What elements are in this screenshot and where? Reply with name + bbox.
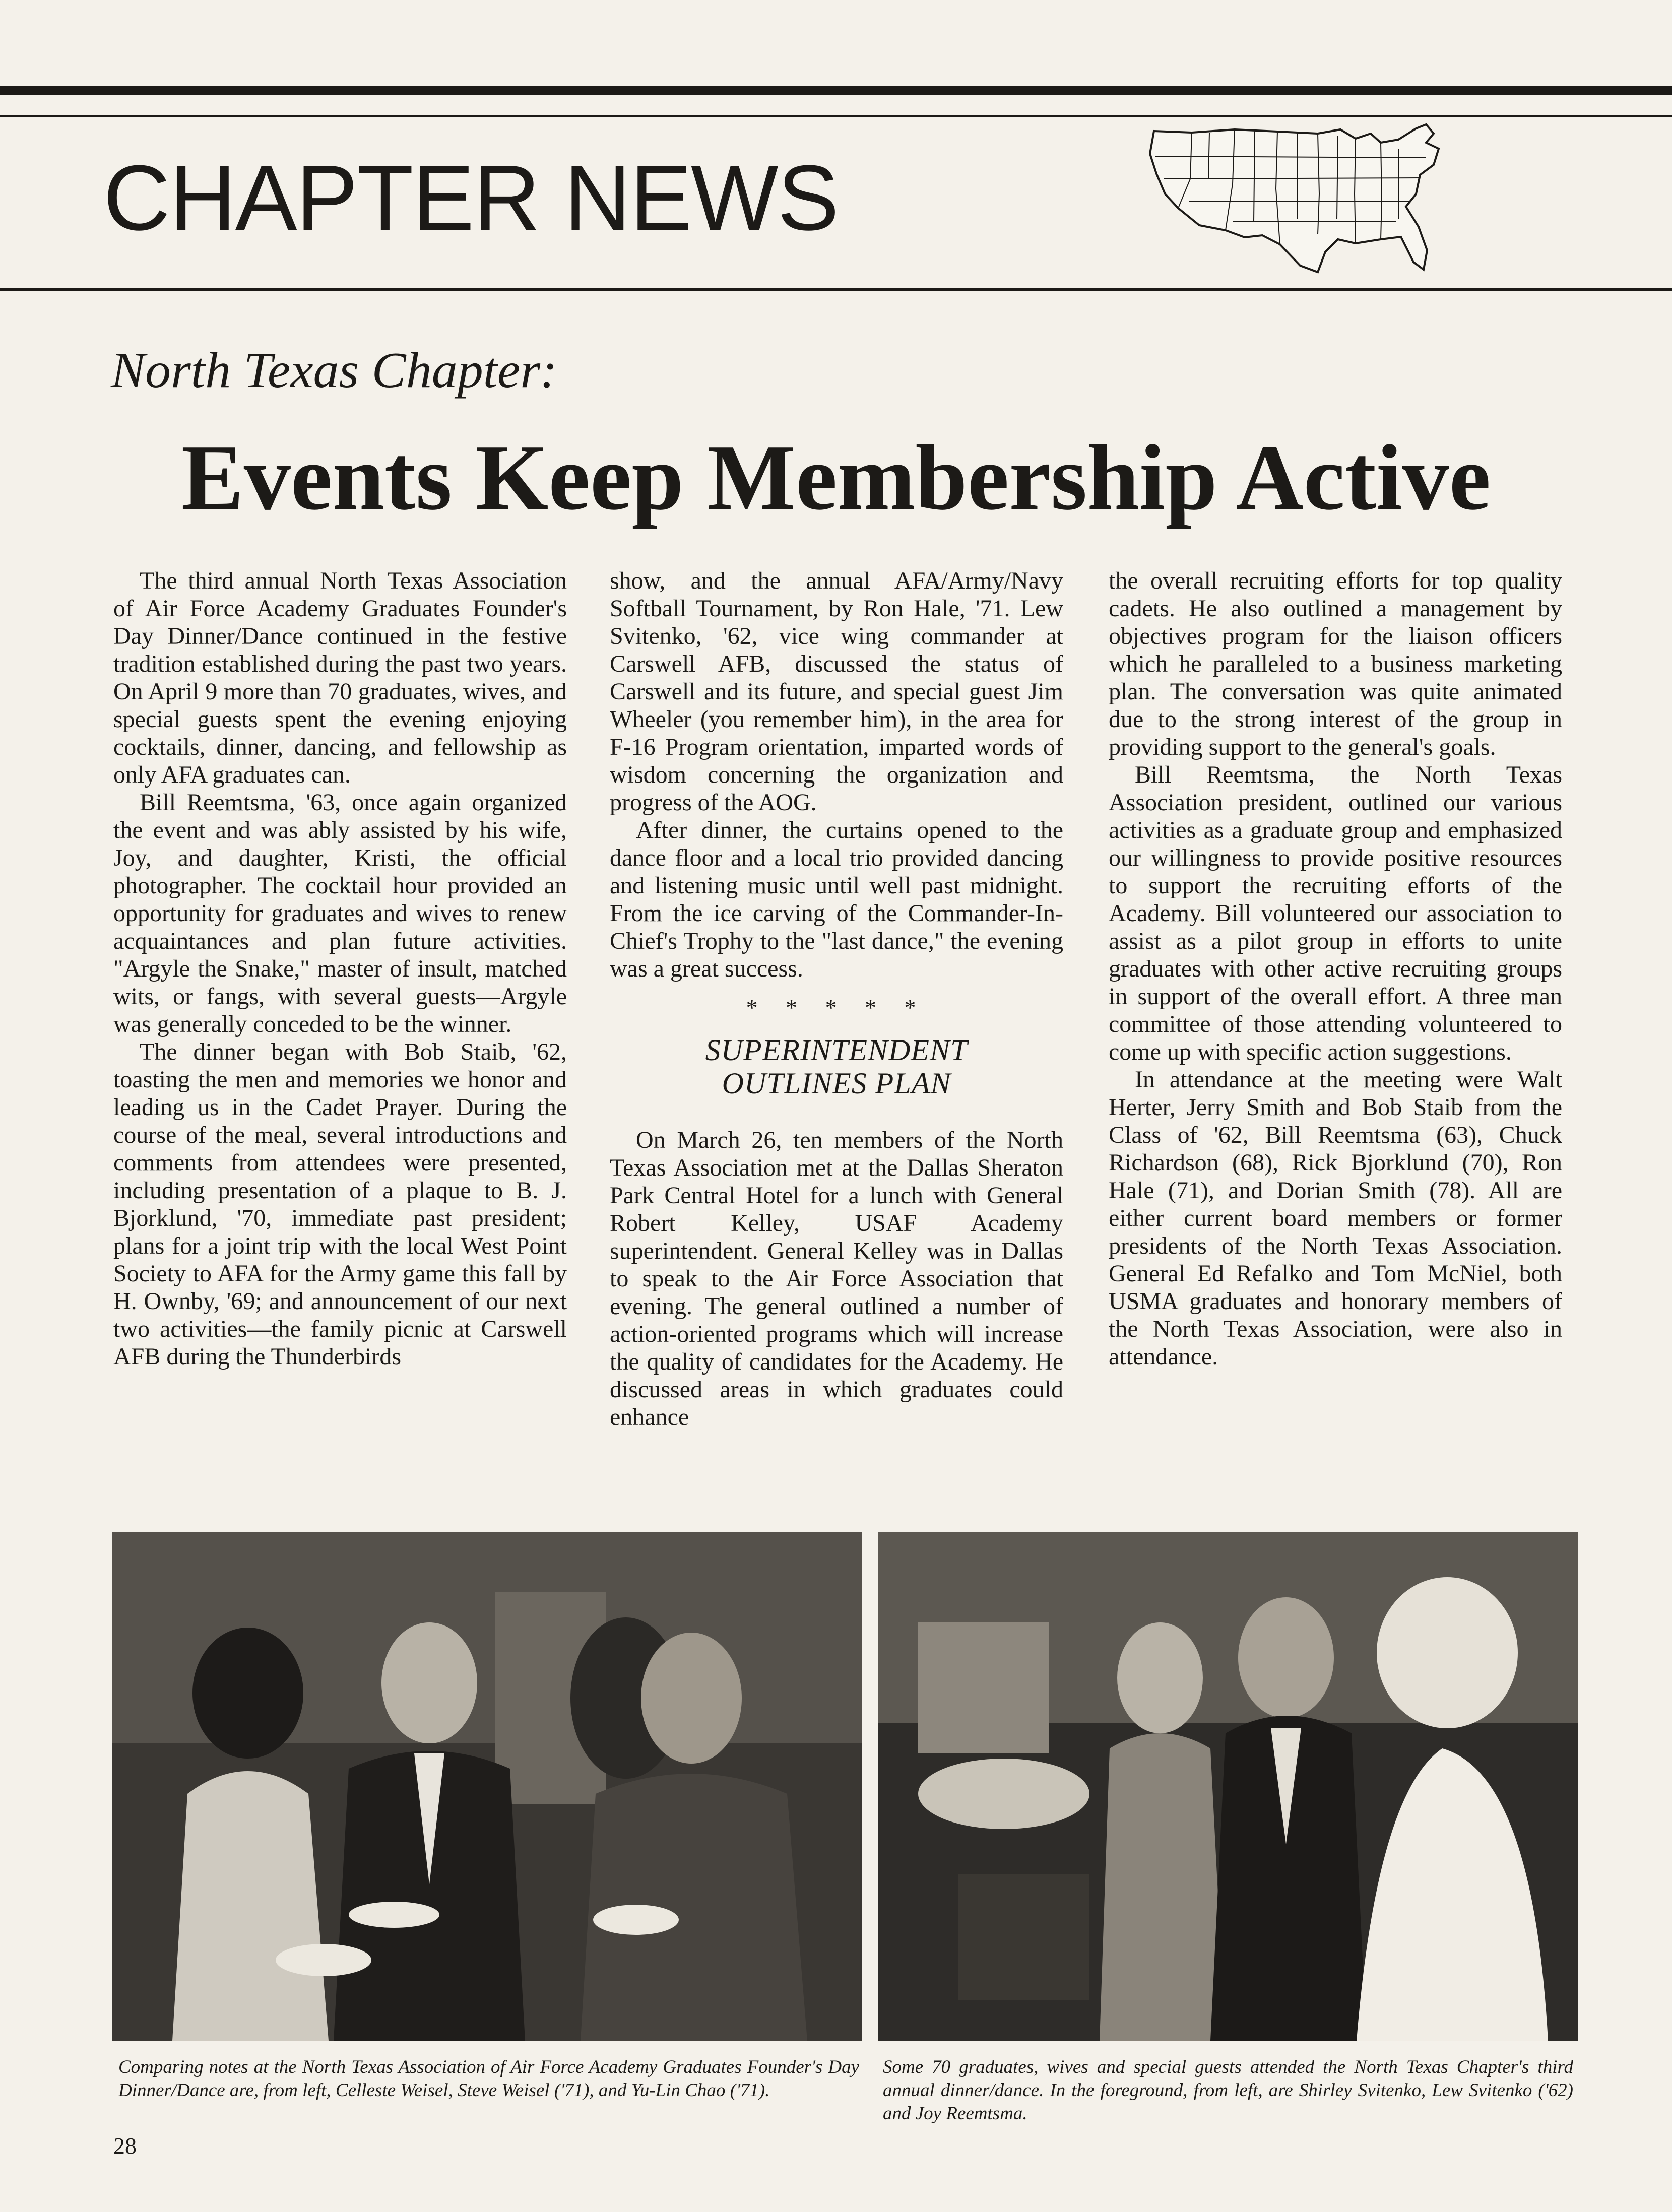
article-column-2	[610, 567, 1063, 1464]
article-paragraph: In attendance at the meeting were Walt Herter, Jerry Smith and Bob Staib from the Class of '62, Bill Reemtsma (63), Chuck Richardson (68), Rick Bjorklund (70), Ron Hale (71), and Dorian Smith (78). All are either current board members or former presidents of the North Texas Association. General Ed Refalko and Tom McNiel, both USMA graduates and honorary members of the North Texas Association, were also in attendance.	[1109, 1066, 1562, 1370]
article-column-1	[113, 567, 567, 1464]
article-paragraph: On March 26, ten members of the North Texas Association met at the Dallas Sheraton Park Central Hotel for a lunch with General Robert Kelley, USAF Academy superintendent. General Kelley was in Dallas to speak to the Air Force Association that evening. The general outlined a number of action-oriented programs which will increase the quality of candidates for the Academy. He discussed areas in which graduates could enhance	[610, 1127, 1063, 1430]
chapter-name: North Texas Chapter:	[111, 342, 557, 399]
subheadline	[610, 1033, 1063, 1100]
header-rule-thick	[0, 86, 1672, 95]
article-paragraph: The third annual North Texas Association of Air Force Academy Graduates Founder's Day Dinner/Dance continued in the festive tradition established during the past two years. On April 9 more than 70 graduates, wives, and special guests spent the evening enjoying cocktails, dinner, dancing, and fellowship as only AFA graduates can.	[113, 567, 567, 788]
photo-caption-left: Comparing notes at the North Texas Association of Air Force Academy Graduates Founder's Day Dinner/Dance are, from left, Celleste Weisel, Steve Weisel ('71), and Yu-Lin Chao ('71).	[118, 2057, 859, 2101]
photo-left	[112, 1532, 862, 2041]
subheadline-line-2: OUTLINES PLAN	[722, 1067, 951, 1100]
subheadline-line-1: SUPERINTENDENT	[705, 1033, 968, 1067]
article-paragraph: the overall recruiting efforts for top quality cadets. He also outlined a management by objectives program for the liaison officers which he paralleled to a business marketing plan. The conversation was quite animated due to the strong interest of the group in providing support to the general's goals.	[1109, 567, 1562, 760]
photo-caption-right: Some 70 graduates, wives and special guests attended the North Texas Chapter's third annual dinner/dance. In the foreground, from left, are Shirley Svitenko, Lew Svitenko ('62) and Joy Reemtsma.	[883, 2057, 1573, 2124]
page-number: 28	[113, 2133, 137, 2159]
us-map-icon	[1144, 118, 1471, 285]
header-rule-bottom	[0, 288, 1672, 291]
article-paragraph: Bill Reemtsma, the North Texas Association president, outlined our various activities as a graduate group and emphasized our willingness to provide positive resources to support the recruiting efforts of the Academy. Bill volunteered our association to assist as a pilot group in efforts to unite graduates with other active recruiting groups in support of the overall effort. A three man committee of those attending volunteered to come up with specific action suggestions.	[1109, 761, 1562, 1065]
article-paragraph: After dinner, the curtains opened to the dance floor and a local trio provided dancing and listening music until well past midnight. From the ice carving of the Commander-In-Chief's Trophy to the "last dance," the evening was a great success.	[610, 817, 1063, 982]
article-column-3	[1109, 567, 1562, 1464]
article-headline: Events Keep Membership Active	[181, 426, 1491, 530]
article-paragraph: Bill Reemtsma, '63, once again organized the event and was ably assisted by his wife, Joy, and daughter, Kristi, the official photographer. The cocktail hour provided an opportunity for graduates and wives to renew acquaintances and plan future activities. "Argyle the Snake," master of insult, matched wits, or fangs, with several guests—Argyle was generally conceded to be the winner.	[113, 789, 567, 1037]
section-title: CHAPTER NEWS	[103, 146, 839, 249]
article-paragraph: show, and the annual AFA/Army/Navy Softball Tournament, by Ron Hale, '71. Lew Svitenko, '62, vice wing commander at Carswell AFB, discussed the status of Carswell and its future, and special guest Jim Wheeler (you remember him), in the area for F-16 Program orientation, imparted words of wisdom concerning the organization and progress of the AOG.	[610, 567, 1063, 816]
photo-right	[878, 1532, 1578, 2041]
header-rule-thin	[0, 115, 1672, 117]
section-separator: * * * * *	[746, 995, 927, 1020]
article-paragraph: The dinner began with Bob Staib, '62, toasting the men and memories we honor and leading us in the Cadet Prayer. During the course of the meal, several introductions and comments from attendees were presented, including presentation of a plaque to B. J. Bjorklund, '70, immediate past president; plans for a joint trip with the local West Point Society to AFA for the Army game this fall by H. Ownby, '69; and announcement of our next two activities—the family picnic at Carswell AFB during the Thunderbirds	[113, 1038, 567, 1370]
